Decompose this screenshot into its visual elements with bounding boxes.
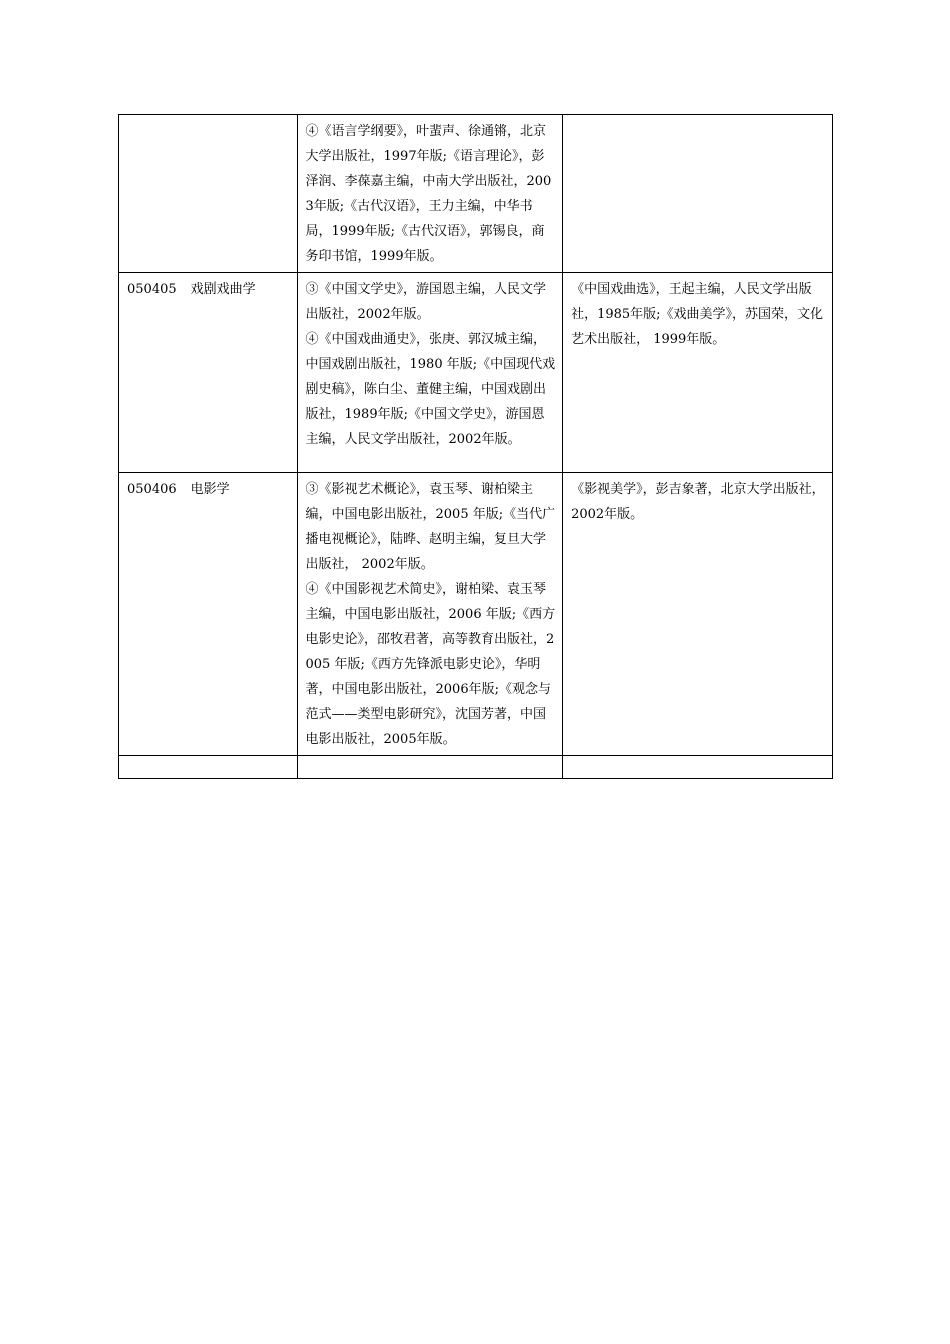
major-code: 050406 [127, 482, 177, 497]
reference-entry: ④《中国戏曲通史》，张庚、郭汉城主编，中国戏剧出版社，1980 年版;《中国现代戏剧史稿》，陈白尘、董健主编，中国戏剧出版社，1989年版;《中国文学史》，游国恩主编，人民文学出版社，2002年版。 [305, 332, 556, 447]
reference-entry: ④《语言学纲要》，叶蜚声、徐通锵，北京大学出版社，1997年版;《语言理论》，彭泽润、李葆嘉主编，中南大学出版社，2003年版;《古代汉语》，王力主编，中华书局，1999年版;《古代汉语》，郭锡良，商务印书馆，1999年版。 [305, 124, 552, 264]
reference-entry: 《影视美学》，彭吉象著，北京大学出版社，2002年版。 [571, 482, 825, 522]
table-row [119, 115, 833, 273]
major-name: 戏剧戏曲学 [190, 282, 256, 297]
major-cell [119, 115, 298, 273]
table-row [119, 473, 833, 756]
major-code: 050405 [127, 282, 177, 297]
table-outer-border [832, 114, 833, 768]
retest-refs-cell [563, 756, 833, 779]
retest-refs-cell [563, 115, 833, 273]
major-cell [119, 473, 298, 756]
reference-entry: ③《影视艺术概论》，袁玉琴、谢柏梁主编，中国电影出版社，2005 年版;《当代广播电视概论》，陆晔、赵明主编，复旦大学出版社， 2002年版。 [305, 482, 556, 572]
reference-entry: ③《中国文学史》，游国恩主编，人民文学出版社，2002年版。 [305, 282, 547, 322]
reference-table [118, 114, 833, 779]
reference-entry: ④《中国影视艺术简史》，谢柏梁、袁玉琴主编，中国电影出版社，2006 年版;《西方电影史论》，邵牧君著，高等教育出版社，2005 年版;《西方先锋派电影史论》，华明著，中国电影出版社，2006年版;《观念与范式——类型电影研究》，沈国芳著，中国电影出版社，2005年版。 [305, 582, 556, 747]
retest-refs-cell [563, 473, 833, 756]
table-row [119, 273, 833, 473]
table-row [119, 756, 833, 779]
initial-exam-refs-cell [297, 273, 563, 473]
initial-exam-refs-cell [297, 115, 563, 273]
reference-entry: 《中国戏曲选》，王起主编，人民文学出版社，1985年版;《戏曲美学》，苏国荣，文化艺术出版社， 1999年版。 [571, 282, 824, 347]
major-cell [119, 756, 298, 779]
initial-exam-refs-cell [297, 473, 563, 756]
major-cell [119, 273, 298, 473]
retest-refs-cell [563, 273, 833, 473]
initial-exam-refs-cell [297, 756, 563, 779]
major-name: 电影学 [190, 482, 230, 497]
